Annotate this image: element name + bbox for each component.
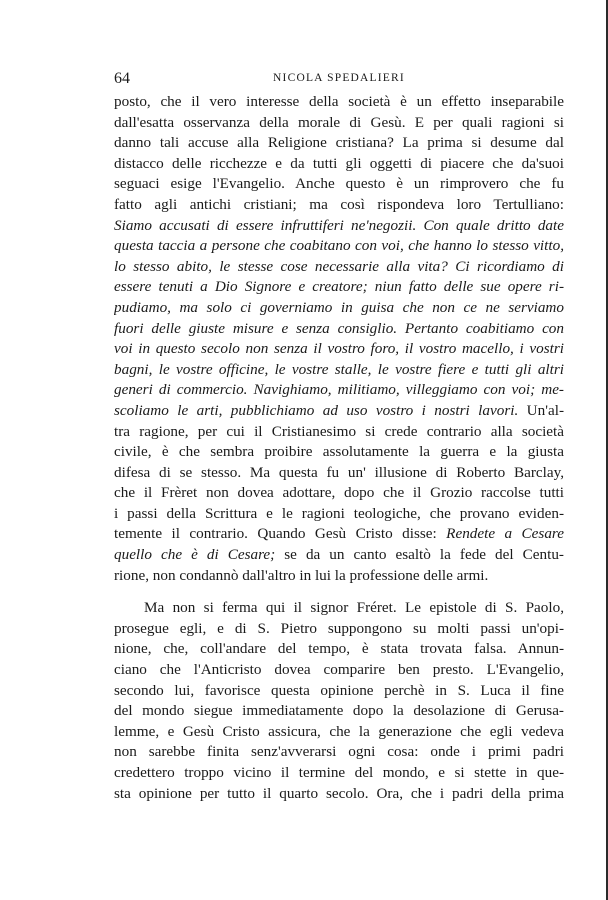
text-line <box>114 216 564 237</box>
body-text <box>114 92 564 804</box>
text-line <box>114 504 564 525</box>
text-line <box>114 784 564 805</box>
paragraph-2 <box>114 598 564 804</box>
text-line <box>114 701 564 722</box>
text-line <box>114 133 564 154</box>
text-line <box>114 524 564 545</box>
text-run: lemme, e Gesù Cristo assicura, che la generazione che egli vedeva <box>114 722 564 740</box>
text-run: che il Frèret non dovea adottare, dopo che il Grozio raccolse tutti <box>114 484 564 502</box>
text-line <box>114 298 564 319</box>
italic-quote-run: Siamo accusati di essere infruttiferi ne'negozii. Con quale dritto date <box>114 216 564 234</box>
text-line <box>114 154 564 175</box>
running-head: NICOLA SPEDALIERI <box>273 72 405 84</box>
text-line <box>114 545 564 566</box>
page-number: 64 <box>114 70 130 87</box>
text-line <box>114 174 564 195</box>
page-header <box>114 70 564 92</box>
text-line <box>114 92 564 113</box>
text-line <box>114 401 564 422</box>
text-line <box>114 619 564 640</box>
text-line <box>114 236 564 257</box>
text-run: temente il contrario. Quando Gesù Cristo disse: <box>114 525 447 543</box>
text-line <box>114 639 564 660</box>
text-line <box>114 113 564 134</box>
text-run: del mondo siegue immediatamente dopo la desolazione di Gerusa- <box>114 702 564 720</box>
text-run: secondo lui, favorisce questa opinione perchè in S. Luca il fine <box>114 681 564 699</box>
paragraph-1 <box>114 92 564 586</box>
text-line <box>114 681 564 702</box>
text-run: prosegue egli, e di S. Pietro suppongono su molti passi un'opi- <box>114 619 564 637</box>
text-run: rione, non condannò dall'altro in lui la professione delle armi. <box>114 566 489 584</box>
text-run: credettero troppo vicino il termine del mondo, e si stette in que- <box>114 764 564 781</box>
text-line <box>114 380 564 401</box>
text-run: danno tali accuse alla Religione cristiana? La prima si desume dal <box>114 134 564 152</box>
book-page <box>114 70 564 804</box>
text-run: distacco delle ricchezze e da tutti gli oggetti di piacere che da'suoi <box>114 154 564 172</box>
text-run: non sarebbe finita senz'avverarsi ogni cosa: onde i primi padri <box>114 743 564 761</box>
text-run: Un'al- <box>518 401 564 419</box>
text-run: civile, è che sembra proibire assolutamente la guerra e la giusta <box>114 443 564 461</box>
text-run: tra ragione, per cui il Cristianesimo si crede contrario alla società <box>114 422 564 440</box>
text-run: difesa di se stesso. Ma questa fu un' illusione di Roberto Barclay, <box>114 463 564 481</box>
text-run: nione, che, coll'andare del tempo, è stata trovata falsa. Annun- <box>114 640 564 658</box>
text-line <box>114 742 564 763</box>
italic-quote-run: voi in questo secolo non senza il vostro foro, il vostro macello, i vostri <box>114 340 564 358</box>
text-run: i passi della Scrittura e le ragioni teologiche, che provano eviden- <box>114 504 564 522</box>
text-line <box>114 257 564 278</box>
text-line <box>114 277 564 298</box>
text-line <box>114 195 564 216</box>
italic-quote-run: quello che è di Cesare; <box>114 546 276 564</box>
text-line <box>114 660 564 681</box>
text-run: dall'esatta osservanza della morale di Gesù. E per quali ragioni si <box>114 113 564 131</box>
text-line <box>114 319 564 340</box>
italic-quote-run: scoliamo le arti, pubblichiamo ad uso vostro i nostri lavori. <box>114 401 519 419</box>
text-line <box>114 422 564 443</box>
text-run: Ma non si ferma qui il signor Fréret. Le epistole di S. Paolo, <box>144 599 564 617</box>
text-run: sta opinione per tutto il quarto secolo. Ora, che i padri della prima <box>114 784 564 802</box>
text-line <box>114 566 564 587</box>
italic-quote-run: pudiamo, ma solo ci governiamo in guisa che non ce ne serviamo <box>114 298 564 316</box>
italic-quote-run: generi di commercio. Navighiamo, militiamo, villeggiamo con voi; me- <box>114 381 564 399</box>
text-run: posto, che il vero interesse della società è un effetto inseparabile <box>114 93 564 110</box>
text-line <box>114 360 564 381</box>
text-line <box>114 598 564 619</box>
italic-quote-run: fuori delle giuste misure e senza consiglio. Pertanto coabitiamo con <box>114 319 564 337</box>
italic-quote-run: bagni, le vostre officine, le vostre stalle, le vostre fiere e tutti gli altri <box>114 360 564 378</box>
text-line <box>114 763 564 784</box>
text-run: fatto agli antichi cristiani; ma così rispondeva loro Tertulliano: <box>114 195 564 213</box>
text-line <box>114 339 564 360</box>
text-line <box>114 483 564 504</box>
italic-quote-run: lo stesso abito, le stesse cose necessarie alla vita? Ci ricordiamo di <box>114 257 564 275</box>
text-run: seguaci esige l'Evangelio. Anche questo è un rimprovero che fu <box>114 175 564 193</box>
italic-quote-run: essere tenuti a Dio Signore e creatore; niun fatto delle sue opere ri- <box>114 278 564 296</box>
paragraph-gap <box>114 586 564 598</box>
italic-quote-run: questa taccia a persone che coabitano con voi, che hanno lo stesso vitto, <box>114 237 564 255</box>
italic-quote-run: Rendete a Cesare <box>446 525 564 543</box>
text-line <box>114 442 564 463</box>
text-run: ciano che l'Anticristo dovea comparire ben presto. L'Evangelio, <box>114 661 564 679</box>
text-run: se da un canto esaltò la fede del Centu- <box>275 546 564 564</box>
text-line <box>114 463 564 484</box>
text-line <box>114 722 564 743</box>
